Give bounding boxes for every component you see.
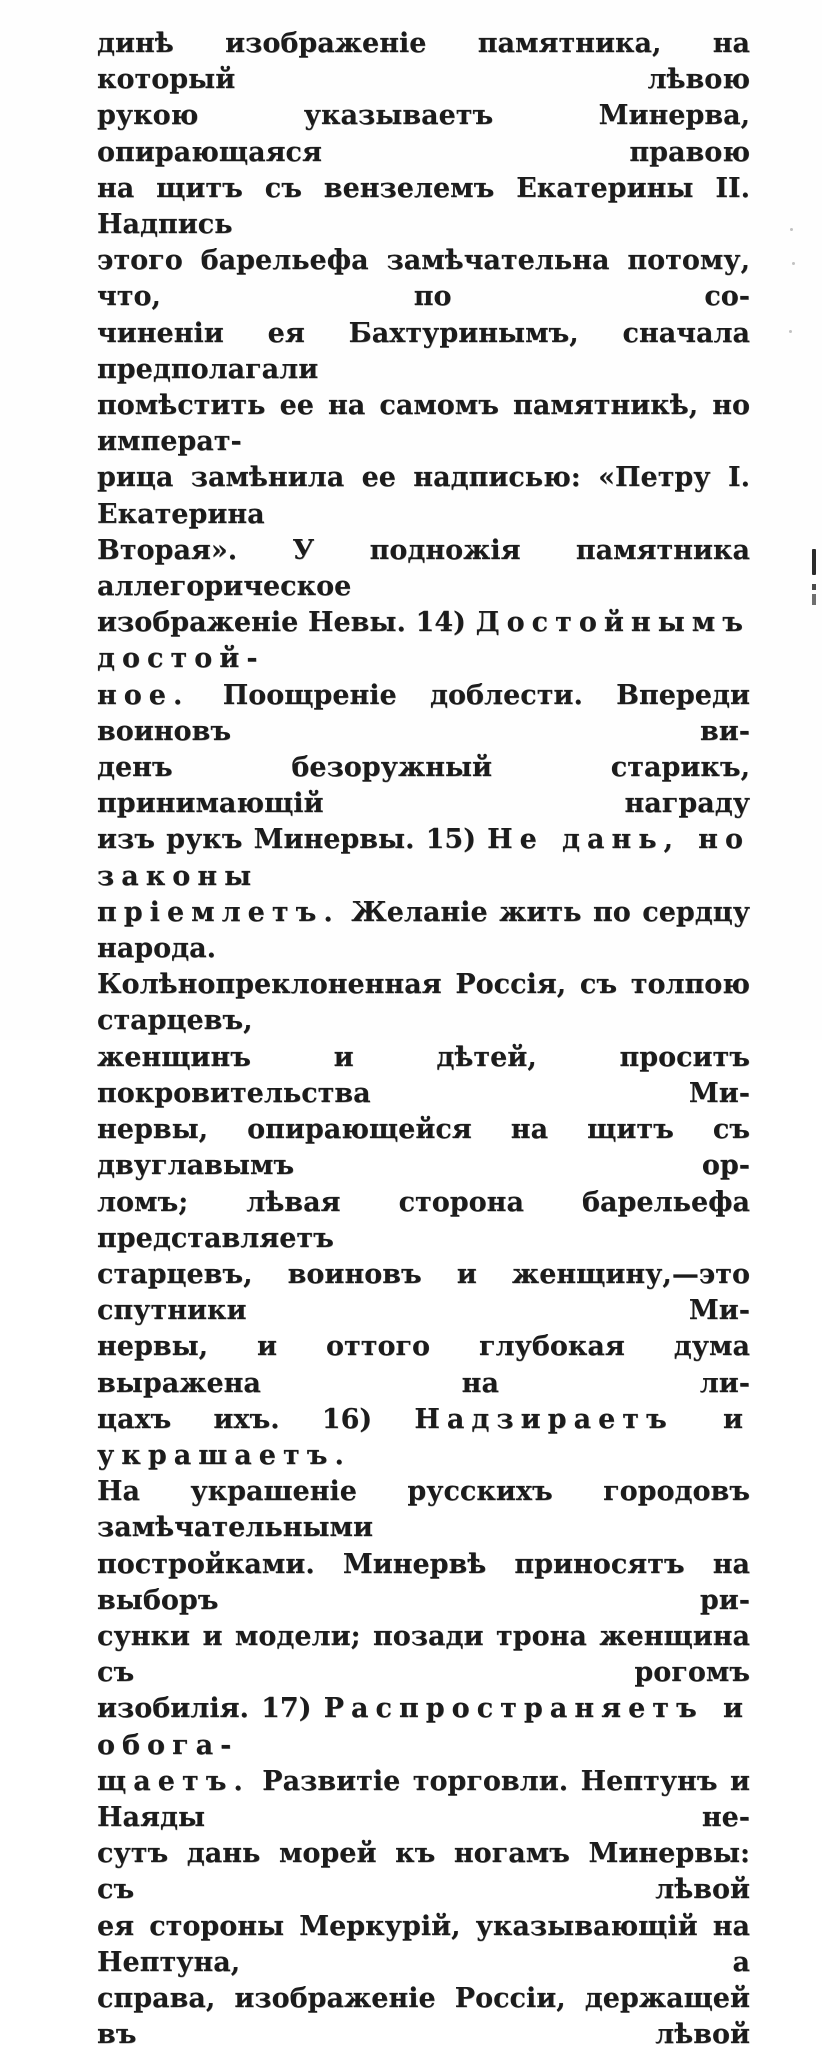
text-segment: сутъ дань морей къ ногамъ Минервы: съ лѣвой (97, 1838, 750, 1906)
text-segment: Колѣнопреклоненная Россія, съ толпою старцевъ, (97, 969, 750, 1037)
text-segment: Развитіе торговли. Нептунъ и Наяды не- (97, 1765, 750, 1833)
emphasized-text: пріемлетъ. (97, 896, 340, 928)
text-block (97, 26, 750, 2053)
text-segment: изображеніе Невы. 14) (97, 607, 476, 639)
text-line (97, 1547, 750, 1619)
emphasized-text: Надзираетъ и украшаетъ. (97, 1403, 750, 1471)
text-line (97, 1040, 750, 1112)
text-line (97, 1257, 750, 1329)
emphasized-text: Не дань, но законы (97, 824, 750, 892)
text-segment: нервы, опирающейся на щитъ съ двуглавымъ ор- (97, 1114, 750, 1182)
text-segment: этого барельефа замѣчательна потому, что, по со- (97, 245, 750, 313)
text-line (97, 1112, 750, 1184)
text-segment: сунки и модели; позади трона женщина съ рогомъ (97, 1620, 750, 1689)
text-segment: На украшеніе русскихъ городовъ замѣчательными (97, 1476, 750, 1544)
text-segment: справа, изображеніе Россіи, держащей въ лѣвой (97, 1982, 750, 2051)
text-segment: постройками. Минервѣ приносятъ на выборъ ри- (97, 1548, 750, 1616)
text-line (97, 1329, 750, 1401)
text-line (97, 316, 750, 388)
text-segment: помѣстить ее на самомъ памятникѣ, но императ- (97, 390, 750, 458)
text-segment: рукою указываетъ Минерва, опирающаяся правою (97, 100, 750, 168)
scan-speck (789, 330, 792, 333)
text-line (97, 1836, 750, 1908)
text-line (97, 822, 750, 894)
text-segment: изъ рукъ Минервы. 15) (97, 824, 488, 856)
text-line (97, 967, 750, 1039)
text-line (97, 678, 750, 750)
text-segment: старцевъ, воиновъ и женщину,—это спутники Ми- (97, 1258, 750, 1327)
text-line (97, 605, 750, 677)
text-segment: цахъ ихъ. 16) (97, 1403, 415, 1435)
text-segment: на щитъ съ вензелемъ Екатерины II. Надпись (97, 172, 750, 241)
emphasized-text: щаетъ. (97, 1765, 250, 1797)
emphasized-text: ное. (97, 679, 190, 711)
text-line (97, 1909, 750, 1981)
margin-ink-mark (812, 549, 816, 575)
text-segment: динѣ изображеніе памятника, на который лѣвою (97, 28, 750, 96)
margin-ink-mark (812, 594, 816, 605)
text-segment: нервы, и оттого глубокая дума выражена на ли- (97, 1331, 750, 1399)
text-segment: ея стороны Меркурій, указывающій на Нептуна, а (97, 1910, 750, 1978)
text-line (97, 533, 750, 605)
text-line (97, 1764, 750, 1836)
text-line (97, 243, 750, 315)
text-line (97, 1402, 750, 1474)
text-line (97, 1185, 750, 1257)
text-line (97, 1691, 750, 1763)
text-segment: изобилія. 17) (97, 1693, 324, 1725)
text-line (97, 98, 750, 170)
emphasized-text: Достойнымъ достой- (97, 607, 750, 675)
text-segment: Поощреніе доблести. Впереди воиновъ ви- (97, 679, 750, 747)
text-line (97, 460, 750, 532)
text-segment: Желаніе жить по сердцу народа. (97, 896, 750, 965)
text-line (97, 1619, 750, 1691)
text-line (97, 26, 750, 98)
text-segment: рица замѣнила ее надписью: «Петру I. Екатерина (97, 462, 750, 530)
text-segment: чиненіи ея Бахтуринымъ, сначала предполагали (97, 317, 750, 385)
text-segment: Вторая». У подножія памятника аллегорическое (97, 534, 750, 603)
emphasized-text: Распространяетъ и обога- (97, 1693, 751, 1761)
text-segment: женщинъ и дѣтей, проситъ покровительства Ми- (97, 1041, 750, 1109)
text-line (97, 895, 750, 967)
scan-speck (792, 262, 795, 265)
text-segment: ломъ; лѣвая сторона барельефа представляетъ (97, 1186, 750, 1254)
text-line (97, 1981, 750, 2053)
text-line (97, 750, 750, 822)
text-line (97, 171, 750, 243)
scan-speck (790, 228, 793, 231)
text-line (97, 388, 750, 460)
text-segment: денъ безоружный старикъ, принимающій награду (97, 752, 750, 820)
text-line (97, 1474, 750, 1546)
margin-ink-mark (812, 584, 816, 590)
